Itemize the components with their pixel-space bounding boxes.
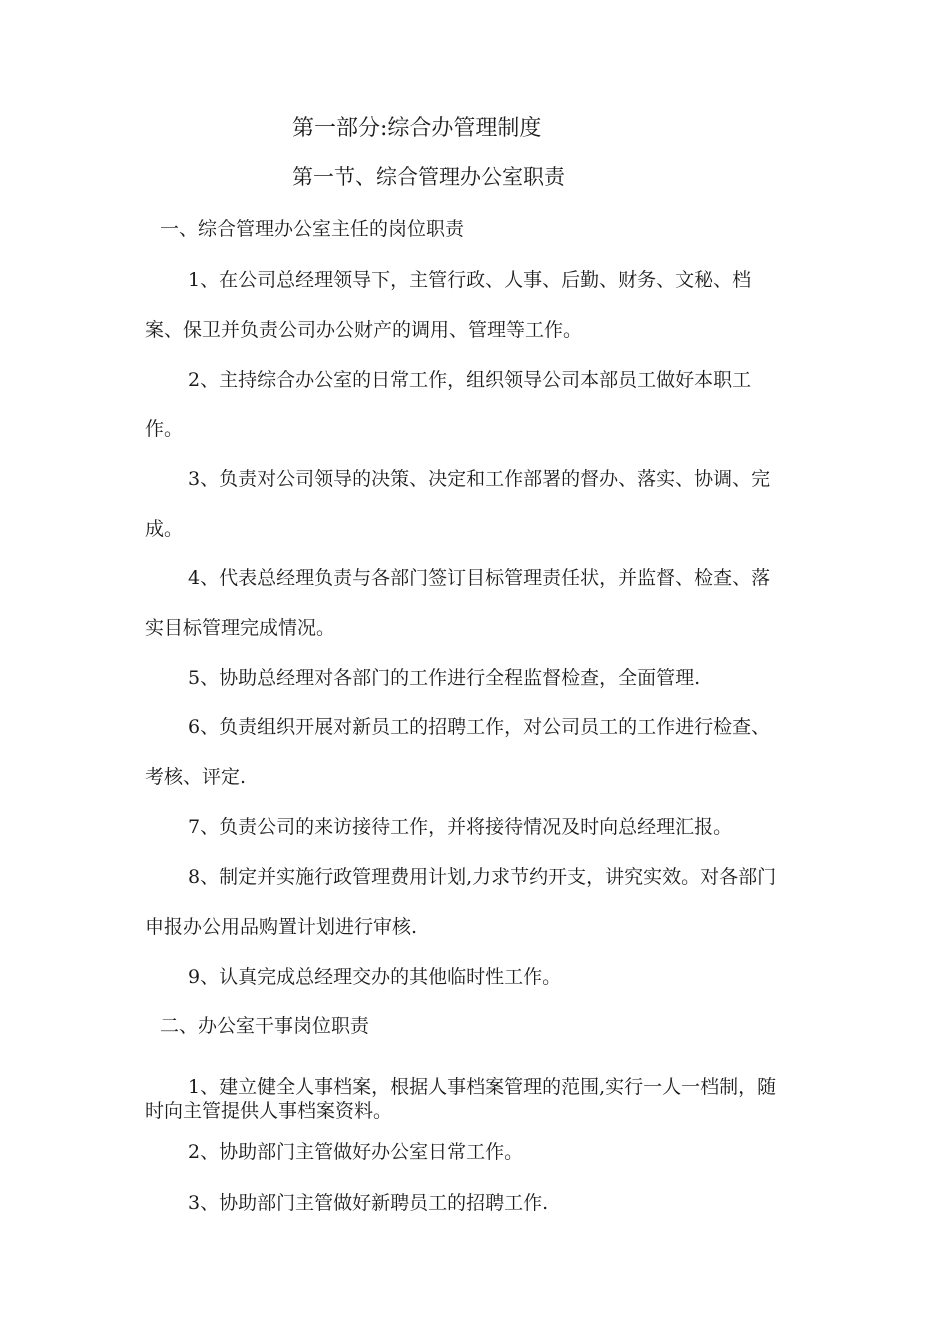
part2-item-1-line2: 时向主管提供人事档案资料。 [145,1100,393,1122]
part1-item-2-line2: 作。 [145,418,184,440]
part2-item-3: 3、协助部门主管做好新聘员工的招聘工作. [188,1192,549,1214]
part1-item-1-line1: 1、在公司总经理领导下，主管行政、人事、后勤、财务、文秘、档 [188,269,752,291]
part1-item-3-line2: 成。 [145,518,184,540]
part1-item-4-line1: 4、代表总经理负责与各部门签订目标管理责任状，并监督、检查、落 [188,567,771,589]
part1-item-3-line1: 3、负责对公司领导的决策、决定和工作部署的督办、落实、协调、完 [188,468,771,490]
part1-item-2-line1: 2、主持综合办公室的日常工作，组织领导公司本部员工做好本职工 [188,369,752,391]
part1-item-8-line2: 申报办公用品购置计划进行审核. [145,916,418,938]
part1-item-6-line2: 考核、评定. [145,766,247,788]
part2-item-2: 2、协助部门主管做好办公室日常工作。 [188,1141,524,1163]
part1-item-4-line2: 实目标管理完成情况。 [145,617,336,639]
part1-item-6-line1: 6、负责组织开展对新员工的招聘工作，对公司员工的工作进行检查、 [188,716,771,738]
part1-item-9: 9、认真完成总经理交办的其他临时性工作。 [188,966,562,988]
part1-item-1-line2: 案、保卫并负责公司办公财产的调用、管理等工作。 [145,319,583,341]
part2-heading: 二、办公室干事岗位职责 [160,1015,370,1037]
part1-item-7: 7、负责公司的来访接待工作，并将接待情况及时向总经理汇报。 [188,816,733,838]
section-title: 第一节、综合管理办公室职责 [292,165,565,189]
part1-item-8-line1: 8、制定并实施行政管理费用计划,力求节约开支，讲究实效。对各部门 [188,866,777,888]
part1-item-5: 5、协助总经理对各部门的工作进行全程监督检查，全面管理. [188,667,701,689]
part1-heading: 一、综合管理办公室主任的岗位职责 [160,218,465,240]
document-title: 第一部分:综合办管理制度 [292,116,542,141]
part2-item-1-line1: 1、建立健全人事档案，根据人事档案管理的范围,实行一人一档制，随 [188,1076,777,1098]
